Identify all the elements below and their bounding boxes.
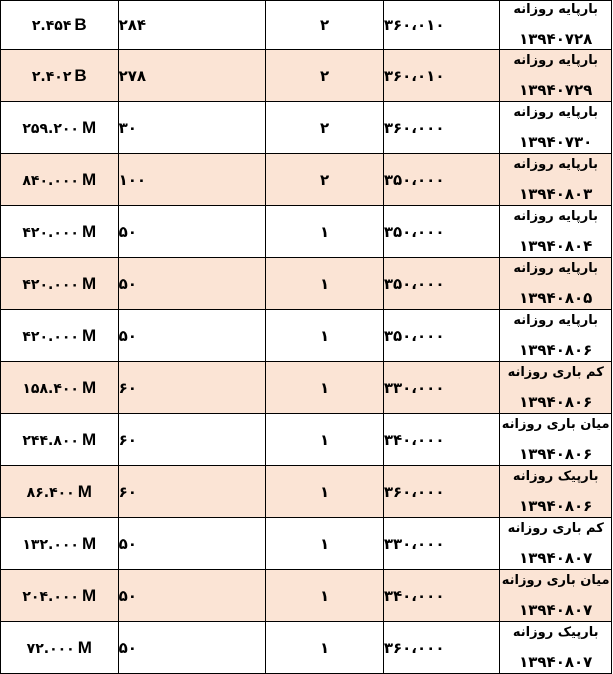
- cell-description: [500, 258, 612, 310]
- cell-volume: [1, 466, 119, 518]
- cell-description: [500, 154, 612, 206]
- cell-description: [500, 414, 612, 466]
- cell-description: [500, 570, 612, 622]
- cell-volume: [1, 206, 119, 258]
- cell-price: ۳۶۰،۰۰۰: [383, 466, 500, 518]
- cell-quantity: ۲: [266, 154, 384, 206]
- volume-value: ۴۲۰.۰۰۰: [22, 276, 79, 293]
- volume-unit: M: [81, 221, 97, 241]
- cell-price: ۳۳۰،۰۰۰: [383, 518, 500, 570]
- table-row: [1, 154, 612, 206]
- cell-price: ۳۳۰،۰۰۰: [383, 362, 500, 414]
- volume-value: ۱۵۸.۴۰۰: [22, 380, 79, 397]
- cell-description: [500, 1, 612, 50]
- table-row: [1, 518, 612, 570]
- volume-value: ۷۲.۰۰۰: [26, 640, 75, 657]
- cell-quantity: ۱: [266, 518, 384, 570]
- volume-unit: B: [74, 65, 87, 85]
- product-name: بارپایه روزانه: [513, 52, 598, 68]
- cell-price: ۳۴۰،۰۰۰: [383, 414, 500, 466]
- trade-date: ۱۳۹۴۰۸۰۷: [519, 652, 593, 671]
- cell-quantity: ۱: [266, 258, 384, 310]
- cell-price: ۳۶۰،۰۰۰: [383, 102, 500, 154]
- trade-date: ۱۳۹۴۰۸۰۵: [519, 288, 593, 307]
- product-name: بارپایه روزانه: [513, 104, 598, 120]
- cell-count: ۵۰: [118, 310, 266, 362]
- volume-unit: M: [81, 169, 97, 189]
- cell-price: ۳۶۰،۰۰۰: [383, 622, 500, 674]
- trade-date: ۱۳۹۴۰۸۰۷: [519, 600, 593, 619]
- cell-price: ۳۴۰،۰۰۰: [383, 570, 500, 622]
- product-name: بارپیک روزانه: [512, 468, 599, 484]
- cell-quantity: ۱: [266, 466, 384, 518]
- cell-count: ۳۰: [118, 102, 266, 154]
- product-name: بارپایه روزانه: [513, 312, 598, 328]
- table-row: [1, 50, 612, 102]
- product-name: بارپیک روزانه: [512, 624, 599, 640]
- trade-date: ۱۳۹۴۰۸۰۶: [519, 496, 593, 515]
- volume-value: ۲.۴۵۴: [31, 18, 72, 34]
- cell-price: ۳۶۰،۰۱۰: [383, 50, 500, 102]
- table-row: [1, 622, 612, 674]
- volume-unit: M: [77, 481, 92, 501]
- table-row: [1, 362, 612, 414]
- cell-description: [500, 50, 612, 102]
- cell-quantity: ۱: [266, 310, 384, 362]
- cell-volume: [1, 50, 119, 102]
- trade-date: ۱۳۹۴۰۸۰۴: [519, 236, 593, 255]
- cell-volume: [1, 102, 119, 154]
- cell-count: ۲۸۴: [118, 1, 266, 50]
- volume-unit: M: [81, 429, 97, 449]
- table-row: [1, 1, 612, 50]
- table-row: [1, 466, 612, 518]
- cell-count: ۲۷۸: [118, 50, 266, 102]
- cell-description: [500, 622, 612, 674]
- trade-date: ۱۳۹۴۰۷۲۸: [519, 30, 593, 48]
- trade-date: ۱۳۹۴۰۷۲۹: [519, 80, 593, 99]
- cell-volume: [1, 622, 119, 674]
- product-name: میان باری روزانه: [501, 572, 610, 588]
- cell-count: ۶۰: [118, 414, 266, 466]
- cell-volume: [1, 154, 119, 206]
- trade-date: ۱۳۹۴۰۸۰۶: [519, 392, 593, 411]
- cell-quantity: ۱: [266, 622, 384, 674]
- cell-quantity: ۲: [266, 50, 384, 102]
- cell-count: ۵۰: [118, 258, 266, 310]
- volume-value: ۸۴۰.۰۰۰: [22, 172, 79, 189]
- cell-volume: [1, 518, 119, 570]
- cell-count: ۶۰: [118, 362, 266, 414]
- table-body: [1, 1, 612, 674]
- product-name: بارپایه روزانه: [513, 260, 598, 276]
- cell-count: ۶۰: [118, 466, 266, 518]
- cell-volume: [1, 362, 119, 414]
- cell-description: [500, 102, 612, 154]
- cell-volume: [1, 310, 119, 362]
- cell-quantity: ۲: [266, 1, 384, 50]
- trade-date: ۱۳۹۴۰۸۰۷: [519, 548, 593, 567]
- table-row: [1, 414, 612, 466]
- cell-description: [500, 518, 612, 570]
- cell-quantity: ۱: [266, 570, 384, 622]
- trade-date: ۱۳۹۴۰۸۰۶: [519, 444, 593, 463]
- cell-description: [500, 466, 612, 518]
- volume-value: ۴۲۰.۰۰۰: [22, 224, 79, 241]
- cell-count: ۵۰: [118, 570, 266, 622]
- cell-price: ۳۵۰،۰۰۰: [383, 258, 500, 310]
- volume-value: ۴۲۰.۰۰۰: [22, 328, 79, 345]
- cell-count: ۱۰۰: [118, 154, 266, 206]
- cell-count: ۵۰: [118, 518, 266, 570]
- product-name: بارپایه روزانه: [513, 2, 598, 17]
- volume-value: ۸۶.۴۰۰: [26, 484, 75, 501]
- cell-volume: [1, 258, 119, 310]
- volume-value: ۲۴۴.۸۰۰: [22, 432, 79, 449]
- volume-unit: B: [74, 15, 87, 34]
- cell-volume: [1, 414, 119, 466]
- cell-quantity: ۱: [266, 414, 384, 466]
- volume-value: ۲.۴۰۲: [31, 68, 72, 85]
- volume-unit: M: [81, 273, 97, 293]
- cell-price: ۳۶۰،۰۱۰: [383, 1, 500, 50]
- cell-price: ۳۵۰،۰۰۰: [383, 154, 500, 206]
- product-name: کم باری روزانه: [507, 520, 604, 536]
- cell-price: ۳۵۰،۰۰۰: [383, 206, 500, 258]
- volume-unit: M: [77, 637, 92, 657]
- volume-unit: M: [81, 117, 97, 137]
- cell-count: ۵۰: [118, 206, 266, 258]
- product-name: بارپایه روزانه: [513, 156, 598, 172]
- trade-date: ۱۳۹۴۰۷۳۰: [519, 132, 593, 151]
- cell-quantity: ۲: [266, 102, 384, 154]
- product-name: کم باری روزانه: [507, 364, 604, 380]
- cell-count: ۵۰: [118, 622, 266, 674]
- product-name: میان باری روزانه: [501, 416, 610, 432]
- trade-date: ۱۳۹۴۰۸۰۳: [519, 184, 593, 203]
- product-name: بارپایه روزانه: [513, 208, 598, 224]
- volume-unit: M: [81, 533, 97, 553]
- cell-quantity: ۱: [266, 362, 384, 414]
- cell-volume: [1, 1, 119, 50]
- trade-date: ۱۳۹۴۰۸۰۶: [519, 340, 593, 359]
- cell-description: [500, 310, 612, 362]
- table-row: [1, 206, 612, 258]
- table-row: [1, 258, 612, 310]
- cell-quantity: ۱: [266, 206, 384, 258]
- cell-volume: [1, 570, 119, 622]
- table-row: [1, 310, 612, 362]
- volume-value: ۱۳۲.۰۰۰: [22, 536, 79, 553]
- volume-value: ۲۵۹.۲۰۰: [22, 120, 79, 137]
- cell-description: [500, 206, 612, 258]
- volume-unit: M: [81, 325, 97, 345]
- table-row: [1, 102, 612, 154]
- cell-price: ۳۵۰،۰۰۰: [383, 310, 500, 362]
- table-row: [1, 570, 612, 622]
- cell-description: [500, 362, 612, 414]
- volume-value: ۲۰۴.۰۰۰: [22, 588, 79, 605]
- volume-unit: M: [81, 377, 97, 397]
- volume-unit: M: [81, 585, 97, 605]
